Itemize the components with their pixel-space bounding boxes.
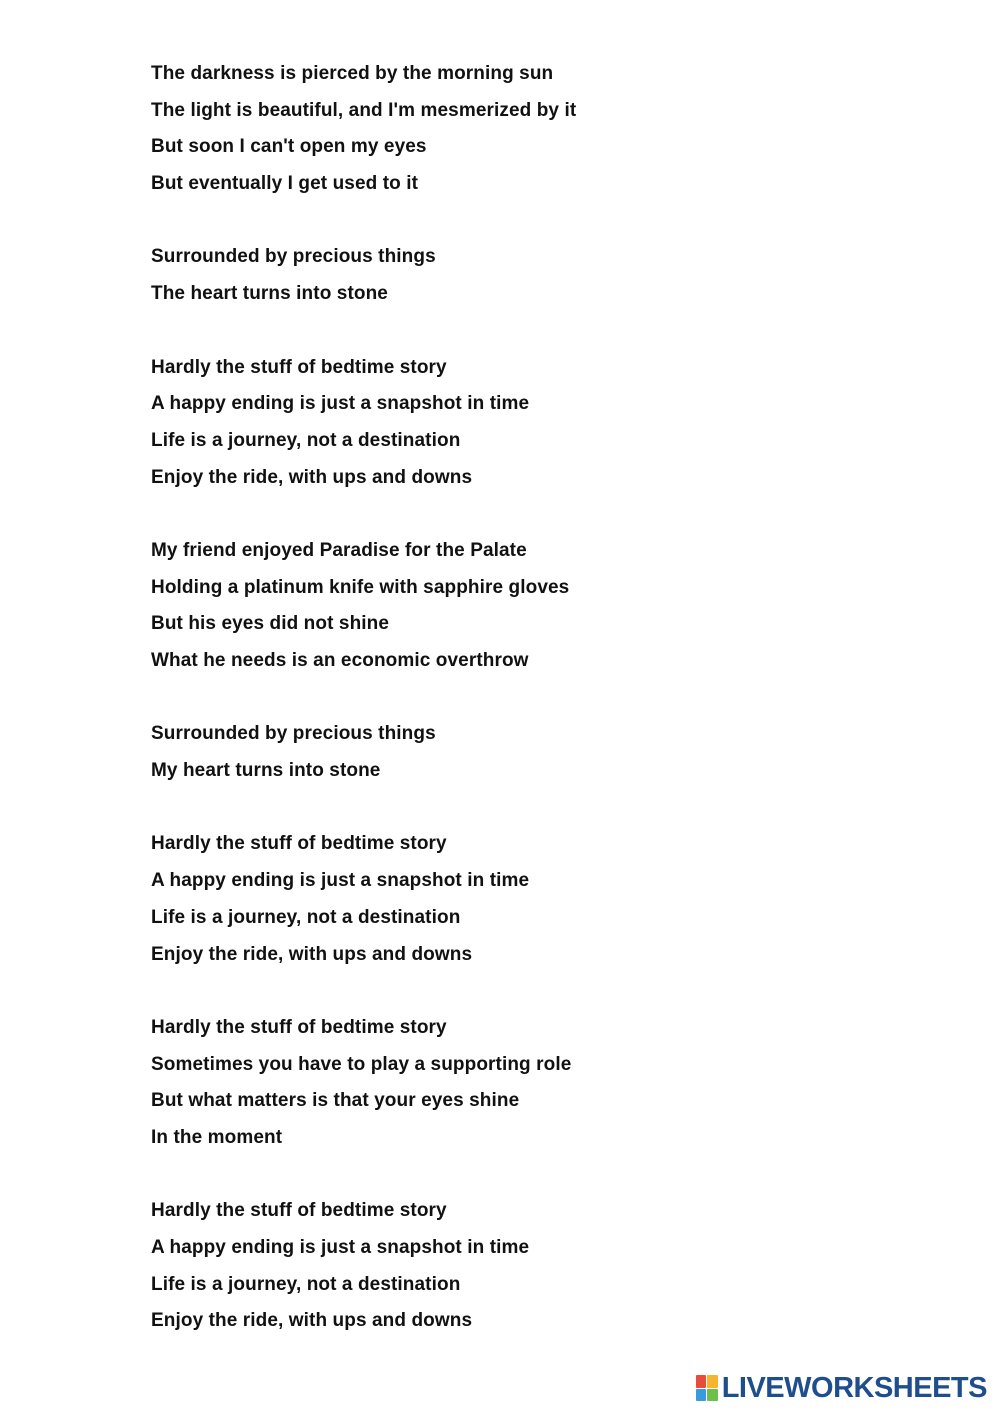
lyric-line: Sometimes you have to play a supporting role bbox=[151, 1053, 572, 1075]
brand-wordmark: LIVEWORKSHEETS bbox=[721, 1372, 987, 1404]
stanza-8 bbox=[151, 1193, 911, 1340]
stanza-6 bbox=[151, 826, 911, 973]
lyric-line: A happy ending is just a snapshot in time bbox=[151, 870, 530, 892]
lyric-line: In the moment bbox=[151, 1126, 283, 1148]
liveworksheets-logo-icon bbox=[696, 1375, 718, 1401]
stanza-5 bbox=[151, 716, 911, 789]
lyric-line: Enjoy the ride, with ups and downs bbox=[151, 943, 473, 965]
lyric-line: Life is a journey, not a destination bbox=[151, 1273, 461, 1295]
lyric-line: Hardly the stuff of bedtime story bbox=[151, 1016, 447, 1038]
lyric-line: My friend enjoyed Paradise for the Palate bbox=[151, 539, 527, 561]
liveworksheets-brand[interactable] bbox=[696, 1372, 987, 1404]
lyric-line: The light is beautiful, and I'm mesmerized by it bbox=[151, 99, 577, 121]
lyric-line: But eventually I get used to it bbox=[151, 173, 419, 195]
lyrics-sheet bbox=[151, 56, 911, 1377]
logo-tile-red bbox=[696, 1375, 707, 1388]
lyric-line: Hardly the stuff of bedtime story bbox=[151, 833, 447, 855]
lyric-line: Surrounded by precious things bbox=[151, 723, 436, 745]
stanza-2 bbox=[151, 239, 911, 312]
lyric-line: Enjoy the ride, with ups and downs bbox=[151, 1310, 473, 1332]
lyric-line: Enjoy the ride, with ups and downs bbox=[151, 466, 473, 488]
logo-tile-yellow bbox=[707, 1375, 718, 1388]
stanza-3 bbox=[151, 350, 911, 497]
lyric-line: But his eyes did not shine bbox=[151, 613, 390, 635]
logo-tile-blue bbox=[696, 1389, 707, 1402]
stanza-1 bbox=[151, 56, 911, 203]
stanza-7 bbox=[151, 1010, 911, 1157]
stanza-4 bbox=[151, 533, 911, 680]
lyric-line: Life is a journey, not a destination bbox=[151, 906, 461, 928]
logo-tile-green bbox=[707, 1389, 718, 1402]
lyric-line: Hardly the stuff of bedtime story bbox=[151, 1200, 447, 1222]
lyric-line: But what matters is that your eyes shine bbox=[151, 1090, 520, 1112]
lyric-line: Holding a platinum knife with sapphire gloves bbox=[151, 576, 570, 598]
lyric-line: The darkness is pierced by the morning sun bbox=[151, 63, 554, 84]
lyric-line: Surrounded by precious things bbox=[151, 246, 436, 268]
lyric-line: A happy ending is just a snapshot in time bbox=[151, 393, 530, 415]
lyric-line: What he needs is an economic overthrow bbox=[151, 650, 529, 671]
lyric-line: The heart turns into stone bbox=[151, 283, 388, 305]
lyric-line: Life is a journey, not a destination bbox=[151, 429, 461, 451]
lyric-line: But soon I can't open my eyes bbox=[151, 136, 427, 158]
lyric-line: Hardly the stuff of bedtime story bbox=[151, 356, 447, 378]
lyric-line: My heart turns into stone bbox=[151, 760, 381, 782]
lyric-line: A happy ending is just a snapshot in time bbox=[151, 1237, 530, 1258]
